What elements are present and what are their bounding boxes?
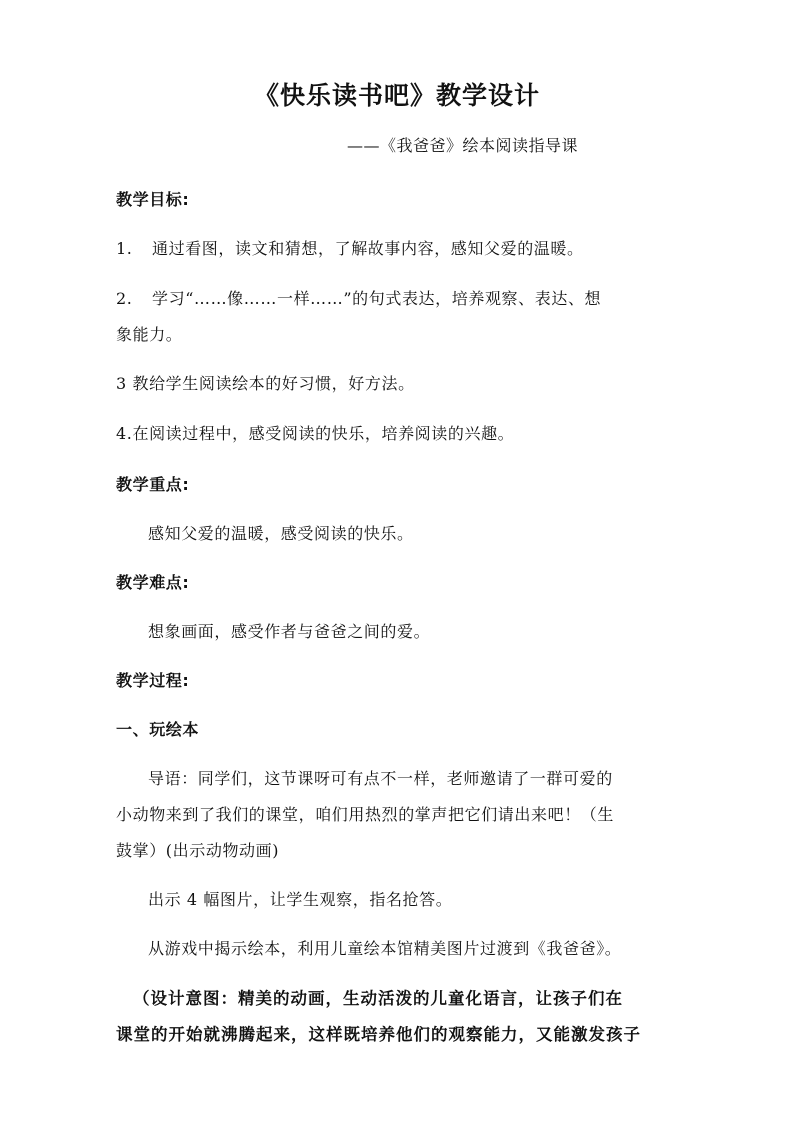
objective-item-1-text: 通过看图，读文和猜想，了解故事内容，感知父爱的温暖。 — [152, 239, 584, 258]
objective-item-4: 4.在阅读过程中，感受阅读的快乐，培养阅读的兴趣。 — [116, 424, 515, 443]
difficulties-text: 想象画面，感受作者与爸爸之间的爱。 — [148, 622, 431, 641]
key-points-heading: 教学重点: — [116, 475, 190, 494]
document-subtitle: ——《我爸爸》绘本阅读指导课 — [347, 136, 579, 155]
paragraph-intro-line-3: 鼓掌）(出示动物动画) — [116, 841, 280, 860]
objective-item-3: 3 教给学生阅读绘本的好习惯，好方法。 — [116, 374, 415, 393]
objectives-heading: 教学目标: — [116, 190, 190, 209]
paragraph-images: 出示 4 幅图片，让学生观察，指名抢答。 — [148, 890, 453, 909]
objective-item-2-text: 学习“……像……一样……”的句式表达，培养观察、表达、想 — [152, 289, 602, 308]
paragraph-intro-line-1: 导语：同学们，这节课呀可有点不一样，老师邀请了一群可爱的 — [148, 769, 613, 788]
paragraph-transition: 从游戏中揭示绘本，利用儿童绘本馆精美图片过渡到《我爸爸》。 — [148, 939, 622, 958]
objective-item-2 — [116, 286, 601, 309]
key-points-text: 感知父爱的温暖，感受阅读的快乐。 — [148, 524, 414, 543]
objective-item-2-number: 2. — [116, 289, 133, 308]
objective-item-2-continued: 象能力。 — [116, 325, 183, 344]
process-heading: 教学过程: — [116, 671, 190, 690]
objective-item-1-number: 1. — [116, 239, 133, 258]
objective-item-1 — [116, 236, 584, 259]
section-heading-1: 一、玩绘本 — [116, 720, 200, 739]
design-intent-line-1: （设计意图：精美的动画，生动活泼的儿童化语言，让孩子们在 — [133, 989, 623, 1008]
paragraph-intro-line-2: 小动物来到了我们的课堂，咱们用热烈的掌声把它们请出来吧！（生 — [116, 805, 615, 824]
document-title: 《快乐读书吧》教学设计 — [253, 81, 540, 110]
difficulties-heading: 教学难点: — [116, 573, 190, 592]
design-intent-line-2: 课堂的开始就沸腾起来，这样既培养他们的观察能力，又能激发孩子 — [116, 1025, 641, 1044]
